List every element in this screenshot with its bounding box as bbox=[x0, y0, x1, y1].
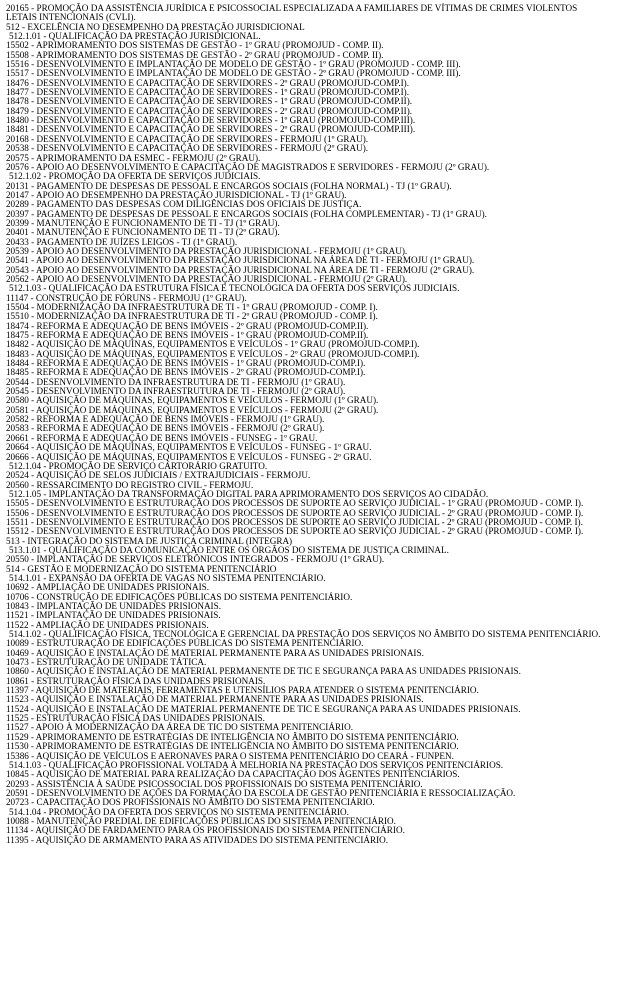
document-line: 11395 - AQUISIÇÃO DE ARMAMENTO PARA AS ATIVIDADES DO SISTEMA PENITENCIÁRIO. bbox=[5, 834, 389, 845]
document-line: 514 - GESTÃO E MODERNIZAÇÃO DO SISTEMA PENITENCIÁRIO bbox=[5, 563, 277, 574]
document-line: 11530 - APRIMORAMENTO DE ESTRATÉGIAS DE INTELIGÊNCIA NO ÂMBITO DO SISTEMA PENITENCIÁRIO. bbox=[5, 741, 459, 752]
document-line: 20538 - DESENVOLVIMENTO E CAPACITAÇÃO DE SERVIDORES - FERMOJU (2º GRAU). bbox=[5, 143, 369, 154]
document-line: 10088 - MANUTENÇÃO PREDIAL DE EDIFICAÇÕES PÚBLICAS DO SISTEMA PENITENCIÁRIO. bbox=[5, 815, 396, 826]
document-line: 11521 - IMPLANTAÇÃO DE UNIDADES PRISIONAIS. bbox=[5, 610, 221, 621]
document-line: 20664 - AQUISIÇÃO DE MÁQUINAS, EQUIPAMENTOS E VEÍCULOS - FUNSEG - 1º GRAU. bbox=[5, 442, 372, 453]
document-line: 15505 - DESENVOLVIMENTO E ESTRUTURAÇÃO DOS PROCESSOS DE SUPORTE AO SERVIÇO JUDICIAL - 1º GRAU (PROMOJUD - COMP. I). bbox=[5, 498, 584, 509]
document-line: 20397 - PAGAMENTO DE DESPESAS DE PESSOAL E ENCARGOS SOCIAIS (FOLHA COMPLEMENTAR) - TJ (1º GRAU). bbox=[5, 208, 487, 219]
document-line: 20293 - ASSISTÊNCIA À SAÚDE PSICOSSOCIAL DOS PROFISSIONAIS DO SISTEMA PENITENCIÁRIO. bbox=[5, 778, 423, 789]
document-line: 20165 - PROMOÇÃO DA ASSISTÊNCIA JURÍDICA E PSICOSSOCIAL ESPECIALIZADA A FAMILIARES DE VÍTIMAS DE CRIMES VIOLENTOS bbox=[5, 3, 578, 13]
document-line: 18482 - AQUISIÇÃO DE MÁQUINAS, EQUIPAMENTOS E VEÍCULOS - 1º GRAU (PROMOJUD-COMP.I). bbox=[5, 339, 420, 350]
document-line: 20562 - APOIO AO DESENVOLVIMENTO DA PRESTAÇÃO JURISDICIONAL - FERMOJU (2º GRAU). bbox=[5, 273, 408, 284]
document-line: 512.1.04 - PROMOÇÃO DE SERVIÇO CARTORÁRIO GRATUITO. bbox=[8, 460, 268, 471]
document-line: 20168 - DESENVOLVIMENTO E CAPACITAÇÃO DE SERVIDORES - FERMOJU (1º GRAU). bbox=[5, 133, 369, 144]
document-line: 20581 - AQUISIÇÃO DE MÁQUINAS, EQUIPAMENTOS E VEÍCULOS - FERMOJU (2º GRAU). bbox=[5, 404, 379, 415]
document-line: 18485 - REFORMA E ADEQUAÇÃO DE BENS IMÓVEIS - 2º GRAU (PROMOJUD-COMP.I). bbox=[5, 367, 366, 378]
document-line: 10473 - ESTRUTURAÇÃO DE UNIDADE TÁTICA. bbox=[5, 657, 207, 668]
document-line: 512.1.01 - QUALIFICAÇÃO DA PRESTAÇÃO JURISDICIONAL. bbox=[8, 31, 261, 42]
document-line: 20524 - AQUISIÇÃO DE SELOS JUDICIAIS / EXTRAJUDICIAIS - FERMOJU. bbox=[5, 470, 311, 481]
document-line: 18480 - DESENVOLVIMENTO E CAPACITAÇÃO DE SERVIDORES - 1º GRAU (PROMOJUD-COMP.III). bbox=[5, 115, 416, 126]
document-line: 513 - INTEGRAÇÃO DO SISTEMA DE JUSTIÇA CRIMINAL (INTEGRA) bbox=[5, 535, 293, 546]
document-line: 20550 - IMPLANTAÇÃO DE SERVIÇOS ELETRÔNICOS INTEGRADOS - FERMOJU (1º GRAU). bbox=[5, 554, 385, 565]
document-line: 20576 - APOIO AO DESENVOLVIMENTO E CAPACITAÇÃO DE MAGISTRADOS E SERVIDORES - FERMOJU (2º GRAU). bbox=[5, 161, 490, 172]
document-line: 20723 - CAPACITAÇÃO DOS PROFISSIONAIS NO ÂMBITO DO SISTEMA PENITENCIÁRIO. bbox=[5, 797, 375, 808]
document-line: 15517 - DESENVOLVIMENTO E IMPLANTAÇÃO DE MODELO DE GESTÃO - 2º GRAU (PROMOJUD - COMP. III). bbox=[5, 68, 461, 79]
document-line: 10089 - ESTRUTURAÇÃO DE EDIFICAÇÕES PÚBLICAS DO SISTEMA PENITENCIÁRIO. bbox=[5, 638, 364, 649]
document-line: 20289 - PAGAMENTO DAS DESPESAS COM DILIGÊNCIAS DOS OFICIAIS DE JUSTIÇA. bbox=[5, 199, 362, 210]
document-line: 11523 - AQUISIÇÃO E INSTALAÇÃO DE MATERIAL PERMANENTE PARA AS UNIDADES PRISIONAIS. bbox=[5, 694, 424, 705]
document-line: 15386 - AQUISIÇÃO DE VEÍCULOS E AERONAVES PARA O SISTEMA PENITENCIÁRIO DO CEARÁ - FUNPEN. bbox=[5, 750, 454, 761]
document-line: 10843 - IMPLANTAÇÃO DE UNIDADES PRISIONAIS. bbox=[5, 601, 222, 611]
document-line: 20541 - APOIO AO DESENVOLVIMENTO DA PRESTAÇÃO JURISDICIONAL NA ÁREA DE TI - FERMOJU (1º GRAU). bbox=[5, 255, 475, 266]
document-line: 18484 - REFORMA E ADEQUAÇÃO DE BENS IMÓVEIS - 1º GRAU (PROMOJUD-COMP.I). bbox=[5, 358, 366, 369]
document-line: 20545 - DESENVOLVIMENTO DA INFRAESTRUTURA DE TI - FERMOJU (2º GRAU). bbox=[5, 386, 346, 397]
document-line: 20401 - MANUTENÇÃO E FUNCIONAMENTO DE TI - TJ (2º GRAU). bbox=[5, 227, 280, 238]
document-line: 15504 - MODERNIZAÇÃO DA INFRAESTRUTURA DE TI - 1º GRAU (PROMOJUD - COMP. I). bbox=[5, 302, 378, 312]
document-line: 513.1.01 - QUALIFICAÇÃO DA COMUNICAÇÃO ENTRE OS ÓRGÃOS DO SISTEMA DE JUSTIÇA CRIMINAL. bbox=[8, 544, 449, 555]
document-line: 15502 - APRIMORAMENTO DOS SISTEMAS DE GESTÃO - 1º GRAU (PROMOJUD - COMP. II). bbox=[5, 40, 384, 51]
document-line: 512.1.05 - IMPLANTAÇÃO DA TRANSFORMAÇÃO DIGITAL PARA APRIMORAMENTO DOS SERVIÇOS AO CIDADÃO. bbox=[8, 488, 489, 499]
document-line: 20560 - RESSARCIMENTO DO REGISTRO CIVIL - FERMOJU. bbox=[5, 479, 254, 490]
document-line: 20544 - DESENVOLVIMENTO DA INFRAESTRUTURA DE TI - FERMOJU (1º GRAU). bbox=[5, 376, 346, 387]
document-line: 11397 - AQUISIÇÃO DE MATERIAIS, FERRAMENTAS E UTENSÍLIOS PARA ATENDER O SISTEMA PENITENCIÁRIO. bbox=[5, 685, 479, 696]
document-line: 20583 - REFORMA E ADEQUAÇÃO DE BENS IMÓVEIS - FERMOJU (2º GRAU). bbox=[5, 423, 325, 434]
document-line: 20666 - AQUISIÇÃO DE MÁQUINAS, EQUIPAMENTOS E VEÍCULOS - FUNSEG - 2º GRAU. bbox=[5, 451, 372, 462]
document-line: 15511 - DESENVOLVIMENTO E ESTRUTURAÇÃO DOS PROCESSOS DE SUPORTE AO SERVIÇO JUDICIAL - 2º GRAU (PROMOJUD - COMP. I). bbox=[5, 516, 583, 527]
document-line: 20147 - APOIO AO DESEMPENHO DA PRESTAÇÃO JURISDICIONAL - TJ (1º GRAU). bbox=[5, 189, 347, 200]
document-line: 20399 - MANUTENÇÃO E FUNCIONAMENTO DE TI - TJ (1º GRAU). bbox=[5, 217, 280, 228]
document-line: 514.1.02 - QUALIFICAÇÃO FÍSICA, TECNOLÓGICA E GERENCIAL DA PRESTAÇÃO DOS SERVIÇOS NO ÂMBITO DO SISTEMA PENITENCIÁRIO. bbox=[8, 629, 601, 640]
document-line: 20543 - APOIO AO DESENVOLVIMENTO DA PRESTAÇÃO JURISDICIONAL NA ÁREA DE TI - FERMOJU (2º GRAU). bbox=[5, 264, 475, 275]
document-line: 15512 - DESENVOLVIMENTO E ESTRUTURAÇÃO DOS PROCESSOS DE SUPORTE AO SERVIÇO JUDICIAL - 2º GRAU (PROMOJUD - COMP. I). bbox=[5, 526, 584, 537]
document-line: 11529 - APRIMORAMENTO DE ESTRATÉGIAS DE INTELIGÊNCIA NO ÂMBITO DO SISTEMA PENITENCIÁRIO. bbox=[5, 731, 459, 742]
document-line: 20582 - REFORMA E ADEQUAÇÃO DE BENS IMÓVEIS - FERMOJU (1º GRAU). bbox=[5, 414, 325, 425]
document-line: 18475 - REFORMA E ADEQUAÇÃO DE BENS IMÓVEIS - 1º GRAU (PROMOJUD-COMP.II). bbox=[5, 330, 369, 341]
document-line: 512.1.03 - QUALIFICAÇÃO DA ESTRUTURA FÍSICA E TECNOLÓGICA DA OFERTA DOS SERVIÇOS JUDICIAIS. bbox=[8, 283, 460, 294]
document-line: 20575 - APRIMORAMENTO DA ESMEC - FERMOJU (2º GRAU). bbox=[5, 152, 261, 163]
document-line: 512.1.02 - PROMOÇÃO DA OFERTA DE SERVIÇOS JUDICIAIS. bbox=[8, 171, 261, 182]
document-line: 18476 - DESENVOLVIMENTO E CAPACITAÇÃO DE SERVIDORES - 2º GRAU (PROMOJUD-COMP.I). bbox=[5, 77, 410, 88]
document-line: 15510 - MODERNIZAÇÃO DA INFRAESTRUTURA DE TI - 2º GRAU (PROMOJUD - COMP. I). bbox=[5, 311, 378, 322]
document-line: 18481 - DESENVOLVIMENTO E CAPACITAÇÃO DE SERVIDORES - 2º GRAU (PROMOJUD-COMP.III). bbox=[5, 124, 416, 135]
document-line: 11525 - ESTRUTURAÇÃO FÍSICA DAS UNIDADES PRISIONAIS. bbox=[5, 713, 265, 724]
document-line: 18483 - AQUISIÇÃO DE MÁQUINAS, EQUIPAMENTOS E VEÍCULOS - 2º GRAU (PROMOJUD-COMP.I). bbox=[5, 348, 420, 359]
document-line: 20661 - REFORMA E ADEQUAÇÃO DE BENS IMÓVEIS - FUNSEG - 1º GRAU. bbox=[5, 432, 318, 443]
document-line: 514.1.04 - PROMOÇÃO DA OFERTA DOS SERVIÇOS NO SISTEMA PENITENCIÁRIO. bbox=[8, 806, 349, 817]
document-line: 18477 - DESENVOLVIMENTO E CAPACITAÇÃO DE SERVIDORES - 1º GRAU (PROMOJUD-COMP.I). bbox=[5, 87, 410, 98]
document-line: 20591 - DESENVOLVIMENTO DE AÇÕES DA FORMAÇÃO DA ESCOLA DE GESTÃO PENITENCIÁRIA E RESSOCIALIZAÇÃO. bbox=[5, 787, 516, 798]
document-line: 514.1.01 - EXPANSÃO DA OFERTA DE VAGAS NO SISTEMA PENITENCIÁRIO. bbox=[8, 572, 326, 583]
document-line: 11134 - AQUISIÇÃO DE FARDAMENTO PARA OS PROFISSIONAIS DO SISTEMA PENITENCIÁRIO. bbox=[5, 825, 405, 836]
document-line: 15506 - DESENVOLVIMENTO E ESTRUTURAÇÃO DOS PROCESSOS DE SUPORTE AO SERVIÇO JUDICIAL - 2º GRAU (PROMOJUD - COMP. I). bbox=[5, 507, 584, 518]
document-line: 10845 - AQUISIÇÃO DE MATERIAL PARA REALIZAÇÃO DA CAPACITAÇÃO DOS AGENTES PENITENCIÁRIOS. bbox=[5, 769, 460, 780]
document-line: 18478 - DESENVOLVIMENTO E CAPACITAÇÃO DE SERVIDORES - 1º GRAU (PROMOJUD-COMP.II). bbox=[5, 96, 413, 107]
document-line: 18474 - REFORMA E ADEQUAÇÃO DE BENS IMÓVEIS - 2º GRAU (PROMOJUD-COMP.II). bbox=[5, 320, 369, 331]
document-line: 10706 - CONSTRUÇÃO DE EDIFICAÇÕES PÚBLICAS DO SISTEMA PENITENCIÁRIO. bbox=[5, 591, 353, 602]
document-line: 10692 - AMPLIAÇÃO DE UNIDADES PRISIONAIS. bbox=[5, 582, 210, 593]
document-line: 11522 - AMPLIAÇÃO DE UNIDADES PRISIONAIS. bbox=[5, 619, 209, 630]
document-line: 18479 - DESENVOLVIMENTO E CAPACITAÇÃO DE SERVIDORES - 2º GRAU (PROMOJUD-COMP.II). bbox=[5, 105, 413, 116]
document-line: 514.1.03 - QUALIFICAÇÃO PROFISSIONAL VOLTADA À MELHORIA NA PRESTAÇÃO DOS SERVIÇOS PENITENCIÁRIOS. bbox=[8, 759, 504, 770]
document-line: 11524 - AQUISIÇÃO E INSTALAÇÃO DE MATERIAL PERMANENTE DE TIC E SEGURANÇA PARA AS UNIDADES PRISIONAIS. bbox=[5, 703, 521, 714]
document-line: 15508 - APRIMORAMENTO DOS SISTEMAS DE GESTÃO - 2º GRAU (PROMOJUD - COMP. II). bbox=[5, 49, 384, 60]
document-line: 10469 - AQUISIÇÃO E INSTALAÇÃO DE MATERIAL PERMANENTE PARA AS UNIDADES PRISIONAIS. bbox=[5, 647, 424, 658]
document-line: LETAIS INTENCIONAIS (CVLI). bbox=[5, 12, 136, 23]
document-line: 11527 - APOIO À MODERNIZAÇÃO DA ÁREA DE TIC DO SISTEMA PENITENCIÁRIO. bbox=[5, 722, 354, 733]
document-line: 10861 - ESTRUTURAÇÃO FÍSICA DAS UNIDADES PRISIONAIS. bbox=[5, 675, 266, 686]
document-line: 20433 - PAGAMENTO DE JUÍZES LEIGOS - TJ (1º GRAU). bbox=[5, 236, 238, 247]
document-line: 10860 - AQUISIÇÃO E INSTALAÇÃO DE MATERIAL PERMANENTE DE TIC E SEGURANÇA PARA AS UNIDADES PRISIONAIS. bbox=[5, 666, 521, 677]
document-line: 20580 - AQUISIÇÃO DE MÁQUINAS, EQUIPAMENTOS E VEÍCULOS - FERMOJU (1º GRAU). bbox=[5, 395, 379, 406]
document-line: 512 - EXCELÊNCIA NO DESEMPENHO DA PRESTAÇÃO JURISDICIONAL bbox=[5, 21, 305, 32]
document-line: 11147 - CONSTRUÇÃO DE FÓRUNS - FERMOJU (1º GRAU). bbox=[5, 292, 247, 303]
document-line: 20539 - APOIO AO DESENVOLVIMENTO DA PRESTAÇÃO JURISDICIONAL - FERMOJU (1º GRAU). bbox=[5, 245, 408, 256]
document-line: 15516 - DESENVOLVIMENTO E IMPLANTAÇÃO DE MODELO DE GESTÃO - 1º GRAU (PROMOJUD - COMP. III). bbox=[5, 59, 461, 70]
document-line: 20131 - PAGAMENTO DE DESPESAS DE PESSOAL E ENCARGOS SOCIAIS (FOLHA NORMAL) - TJ (1º GRAU). bbox=[5, 180, 452, 191]
